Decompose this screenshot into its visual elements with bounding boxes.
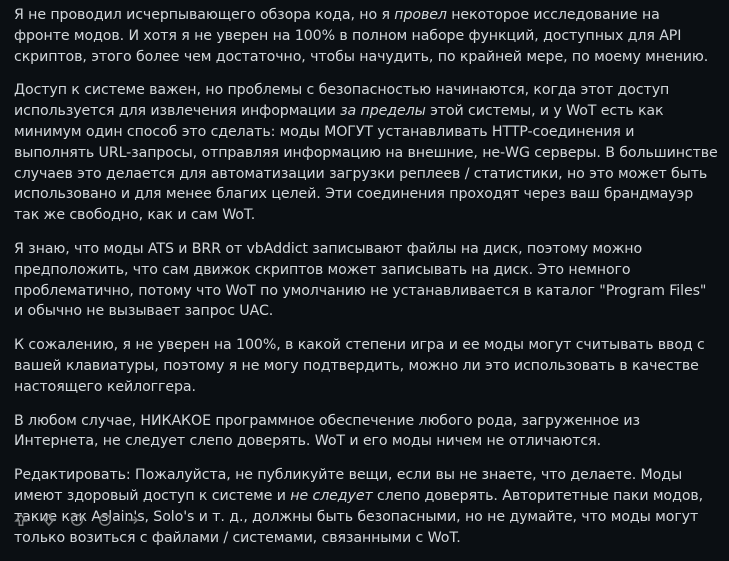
comment-paragraph-5: В любом случае, НИКАКОЕ программное обеспечение любого рода, загруженное из Интернета, не следует слепо доверять. WoT и его моды ничем не отличаются. (14, 412, 640, 450)
award-button[interactable] (98, 513, 112, 527)
award-icon (98, 513, 112, 527)
reply-icon (70, 513, 84, 527)
text-segment: Редактировать: Пожалуйста, не публикуйте вещи, если вы не знаете, что делаете. Моды имеют здоровый доступ к системе и (14, 467, 683, 504)
downvote-icon (42, 513, 56, 527)
share-icon (126, 513, 140, 527)
comment-paragraph-3: Я знаю, что моды ATS и BRR от vbAddict записывают файлы на диск, поэтому можно предположить, что сам движок скриптов может записывать на диск. Это немного проблематично, потому что WoT по умолчанию не устанавливается в каталог "Program Files" и обычно не вызывает запрос UAC. (14, 240, 707, 320)
emphasis-text: не следует (290, 487, 373, 504)
comment-paragraph-1 (14, 5, 718, 67)
reply-button[interactable] (70, 513, 84, 527)
text-segment: Доступ к системе важен, но проблемы с безопасностью начинаются, когда этот доступ используется для извлечения информации (14, 82, 670, 120)
emphasis-text: провел (394, 7, 447, 23)
text-segment: Я не проводил исчерпывающего обзора кода, но я (14, 7, 395, 23)
comment-paragraph-2 (14, 80, 718, 226)
comment-paragraph-6 (14, 465, 718, 548)
comment-body (14, 5, 718, 561)
text-segment: этой системы, и у WoT есть как минимум один способ это сделать: моды МОГУТ устанавливать HTTP-соединения и выполнять URL-запросы, отправляя информацию на внешние, не-WG серверы. В большинстве случаев это делается для автоматизации загрузки реплеев / статистики, но это может быть использовано и для менее благих целей. Эти соединения проходят через ваш брандмауэр так же свободно, как и сам WoT. (14, 103, 718, 224)
share-button[interactable] (126, 513, 140, 527)
upvote-icon (14, 513, 28, 527)
comment-paragraph-4: К сожалению, я не уверен на 100%, в какой степени игра и ее моды могут считывать ввод с вашей клавиатуры, поэтому я не могу подтвердить, можно ли это использовать в качестве настоящего кейлоггера. (14, 337, 705, 395)
comment-action-bar (14, 510, 140, 530)
text-segment: некоторое исследование на фронте модов. И хотя я не уверен на 100% в полном наборе функций, доступных для API скриптов, этого более чем достаточно, чтобы начудить, по крайней мере, по моему мнению. (14, 7, 709, 65)
downvote-button[interactable] (42, 513, 56, 527)
upvote-button[interactable] (14, 513, 28, 527)
text-segment: слепо доверять. Авторитетные паки модов, такие как Aslain's, Solo's и т. д., должны быть безопасными, но не думайте, что моды могут только возиться с файлами / системами, связанными с WoT. (14, 487, 704, 546)
emphasis-text: за пределы (340, 103, 426, 120)
